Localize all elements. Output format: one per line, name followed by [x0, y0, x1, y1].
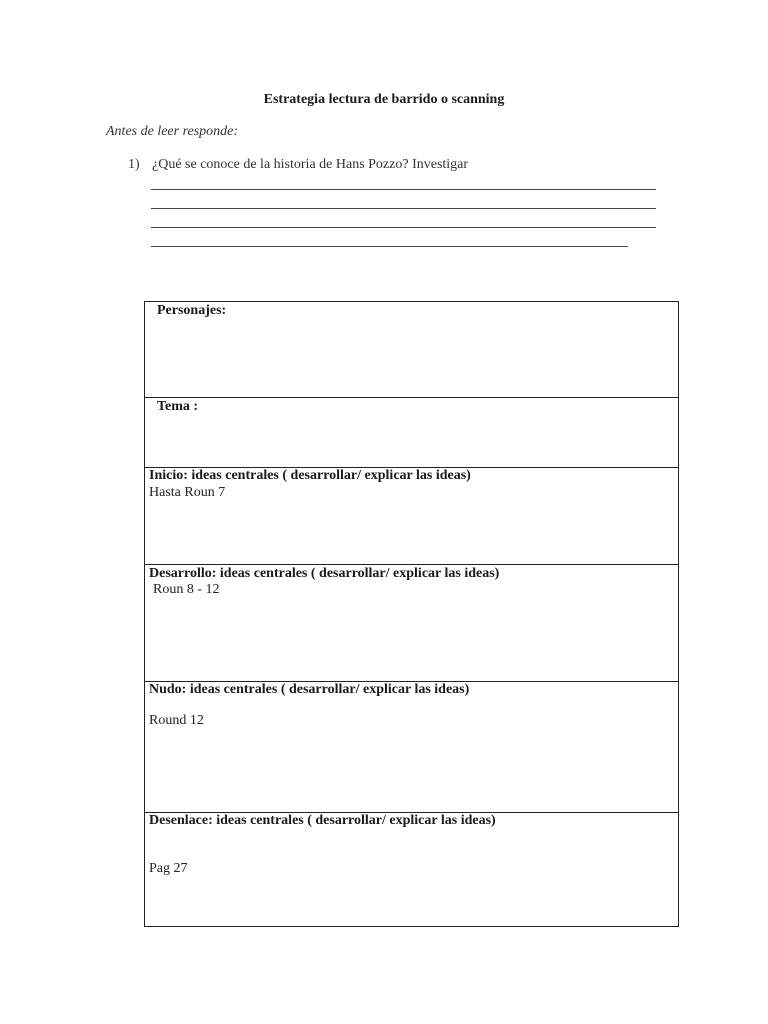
story-outline-table — [144, 301, 679, 927]
row-inicio[interactable] — [145, 467, 678, 564]
row-tema[interactable] — [145, 397, 678, 467]
row-note: Round 12 — [149, 713, 204, 728]
question-number: 1) — [128, 157, 140, 172]
row-desenlace[interactable] — [145, 812, 678, 926]
answer-line[interactable] — [151, 246, 628, 247]
row-personajes[interactable] — [145, 302, 678, 397]
row-label: Nudo: ideas centrales ( desarrollar/ explicar las ideas) — [149, 682, 470, 697]
page-title: Estrategia lectura de barrido o scanning — [263, 92, 505, 107]
row-label: Desenlace: ideas centrales ( desarrollar/ explicar las ideas) — [149, 813, 496, 828]
question-text: ¿Qué se conoce de la historia de Hans Pozzo? Investigar — [152, 157, 469, 172]
answer-line[interactable] — [151, 189, 656, 190]
row-nudo[interactable] — [145, 681, 678, 812]
row-note: Roun 8 - 12 — [153, 582, 220, 597]
intro-instruction: Antes de leer responde: — [106, 124, 239, 139]
row-note: Hasta Roun 7 — [149, 485, 226, 500]
row-desarrollo[interactable] — [145, 564, 678, 681]
row-label: Desarrollo: ideas centrales ( desarrollar/ explicar las ideas) — [149, 566, 500, 581]
answer-line[interactable] — [151, 208, 656, 209]
row-label: Personajes: — [157, 303, 227, 318]
answer-line[interactable] — [151, 227, 656, 228]
row-label: Inicio: ideas centrales ( desarrollar/ explicar las ideas) — [149, 468, 471, 483]
row-note: Pag 27 — [149, 861, 188, 876]
question-1 — [128, 157, 468, 173]
row-label: Tema : — [157, 399, 199, 414]
